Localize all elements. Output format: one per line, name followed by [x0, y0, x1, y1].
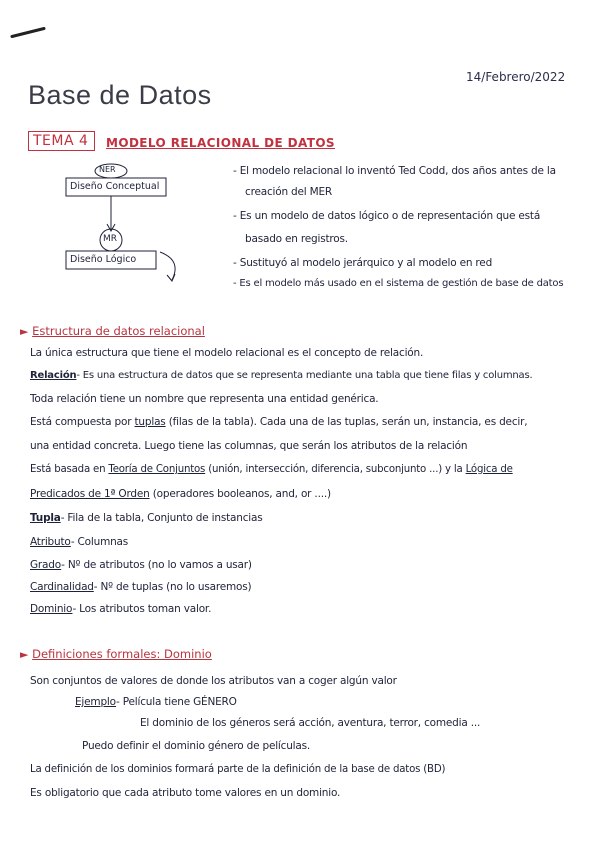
- ejemplo-line2: El dominio de los géneros será acción, aventura, terror, comedia ...: [140, 717, 481, 729]
- tema-label: TEMA 4: [28, 131, 95, 151]
- tuplas-line2: una entidad concreta. Luego tiene las columnas, que serán los atributos de la relación: [30, 440, 468, 452]
- diseno-conceptual-label: Diseño Conceptual: [70, 181, 160, 192]
- cardinalidad-term: Cardinalidad: [30, 581, 94, 593]
- section2-line3: Puedo definir el dominio género de películas.: [82, 740, 311, 752]
- intro-note-4: basado en registros.: [245, 233, 348, 245]
- page-title: Base de Datos: [28, 80, 212, 110]
- intro-note-6: - Es el modelo más usado en el sistema de gestión de base de datos: [233, 278, 564, 289]
- relacion-line: [30, 370, 532, 381]
- section2-heading: ► Definiciones formales: Dominio: [20, 647, 212, 661]
- section2-line1: Son conjuntos de valores de donde los atributos van a coger algún valor: [30, 675, 397, 687]
- dominio-term: Dominio: [30, 603, 73, 615]
- tema-title: MODELO RELACIONAL DE DATOS: [106, 136, 335, 150]
- relacion-def2: Toda relación tiene un nombre que representa una entidad genérica.: [30, 393, 379, 405]
- relacion-def: - Es una estructura de datos que se representa mediante una tabla que tiene filas y columnas.: [76, 370, 533, 381]
- grado-term: Grado: [30, 559, 62, 571]
- intro-note-3: - Es un modelo de datos lógico o de representación que está: [233, 210, 541, 222]
- ejemplo-line: Ejemplo- Película tiene GÉNERO: [75, 696, 237, 708]
- ejemplo-term: Ejemplo: [75, 696, 117, 708]
- teoria-term: Teoría de Conjuntos: [108, 464, 206, 475]
- predicados-term: Predicados de 1ª Orden: [30, 488, 150, 500]
- section2-line5: Es obligatorio que cada atributo tome valores en un dominio.: [30, 787, 341, 799]
- basada-line: Está basada en Teoría de Conjuntos (unión, intersección, diferencia, subconjunto ...) y la Lógica de: [30, 464, 513, 475]
- diseno-logico-label: Diseño Lógico: [70, 254, 137, 265]
- intro-note-5: - Sustituyó al modelo jerárquico y al modelo en red: [233, 257, 493, 269]
- section1-heading: ► Estructura de datos relacional: [20, 324, 205, 338]
- section1-line1: La única estructura que tiene el modelo relacional es el concepto de relación.: [30, 347, 424, 359]
- tupla-line: Tupla- Fila de la tabla, Conjunto de instancias: [30, 512, 263, 524]
- atributo-term: Atributo: [30, 536, 71, 548]
- page-date: 14/Febrero/2022: [466, 70, 566, 84]
- logica-term: Lógica de: [465, 464, 513, 475]
- predicados-line: Predicados de 1ª Orden (operadores booleanos, and, or ....): [30, 488, 331, 500]
- section2-line4: La definición de los dominios formará parte de la definición de la base de datos (BD): [30, 764, 446, 775]
- cardinalidad-line: Cardinalidad- Nº de tuplas (no lo usaremos): [30, 581, 252, 593]
- tupla-term: Tupla: [30, 512, 61, 524]
- dominio-line: Dominio- Los atributos toman valor.: [30, 603, 212, 615]
- tuplas-line: Está compuesta por tuplas (filas de la tabla). Cada una de las tuplas, serán un, instancia, es decir,: [30, 416, 528, 428]
- ner-label: NER: [99, 165, 116, 174]
- mr-label: MR: [103, 234, 118, 244]
- tuplas-term: tuplas: [134, 416, 166, 428]
- curved-arrow: [160, 252, 175, 280]
- curved-arrow-head: [167, 274, 175, 281]
- grado-line: Grado- Nº de atributos (no lo vamos a usar): [30, 559, 252, 571]
- triangle-bullet-icon: ►: [20, 325, 29, 338]
- pen-mark: [10, 27, 46, 39]
- relacion-term: Relación: [30, 370, 77, 381]
- intro-note-1: - El modelo relacional lo inventó Ted Codd, dos años antes de la: [233, 165, 556, 177]
- atributo-line: Atributo- Columnas: [30, 536, 129, 548]
- triangle-bullet-icon: ►: [20, 648, 29, 661]
- connector-arrow: [107, 224, 115, 231]
- intro-note-2: creación del MER: [245, 186, 333, 198]
